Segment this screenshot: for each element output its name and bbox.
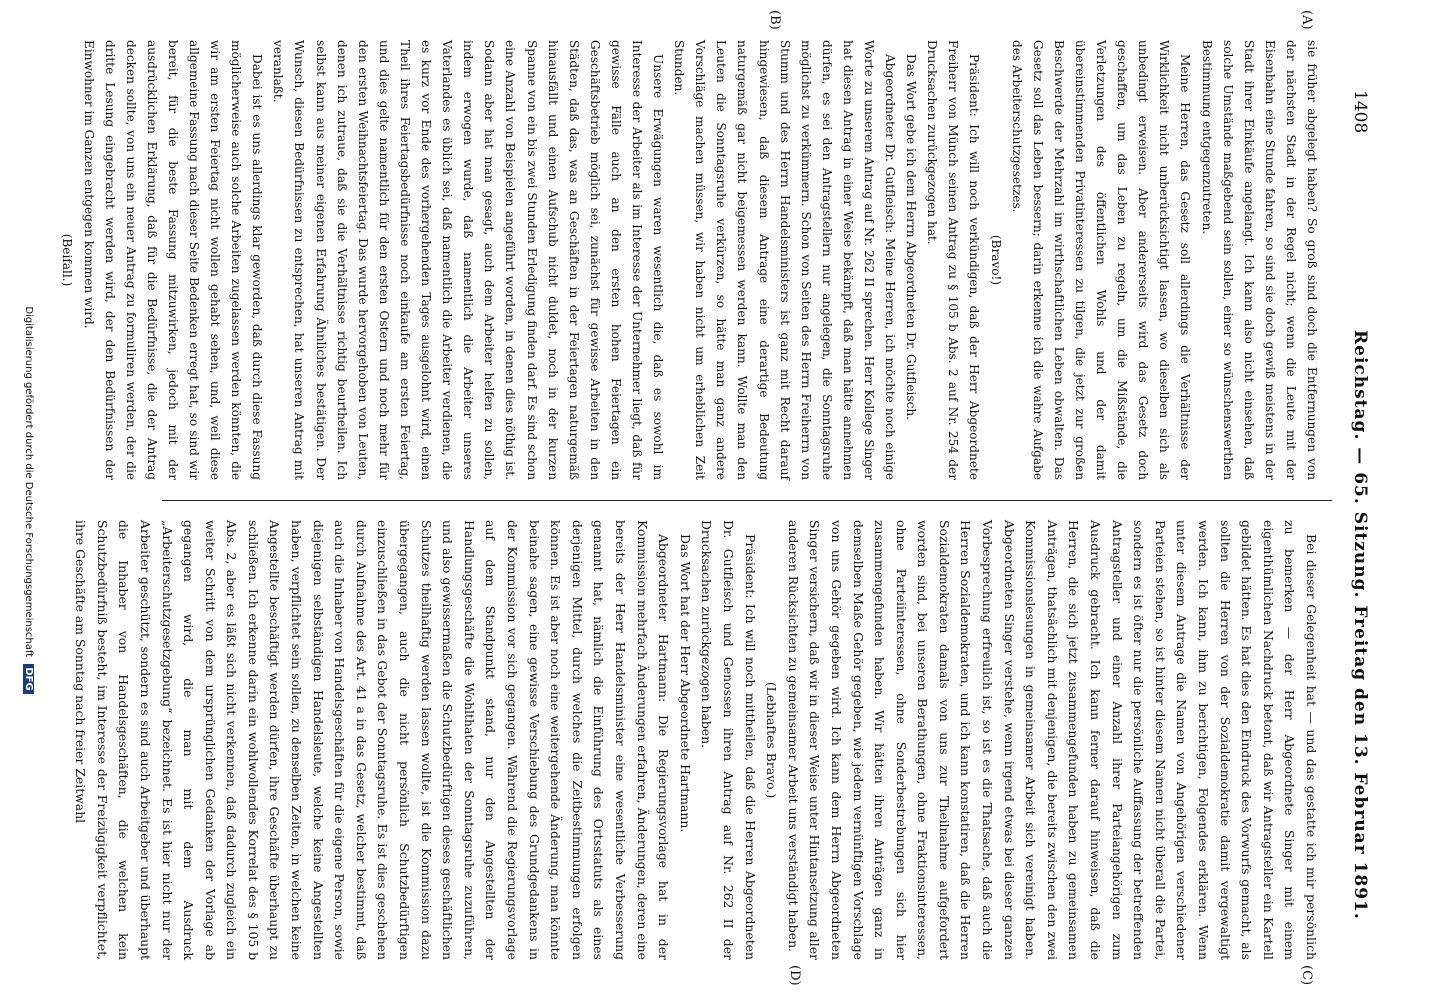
page-number: 1408 [1350, 90, 1370, 134]
paragraph: Abgeordneter Dr. Gutfleisch: Meine Herren, ich möchte noch einige Worte zu unserem Antrag auf Nr. 262 II sprechen. Herr Kollege Singer hat diesen Antrag in einer Weise bekämpft, daß man hätte annehmen dürfen, es sei den Antragstellern nur angelegen, die Sonntagsruhe möglichst zu verkümmern. Schon von Seiten des Herrn Freiherrn von Stumm und des Herrn Handelsministers ist ganz mit Recht darauf hingewiesen, daß diesem Antrage eine derartige Bedeutung naturgemäß gar nicht beigemessen werden kann. Wollte man den Leuten die Sonntagsruhe verkürzen, so hätte man ganz andere Vorschläge machen müssen, wir haben nicht um erheblichen Zeit Stunden. [672, 40, 898, 480]
paragraph: Meine Herren, das Gesetz soll allerdings die Verhältnisse der Wirklichkeit nicht unberücksichtigt lassen, wo dieselben sich als unbedingt erweisen. Aber andererseits wird das Gesetz doch geschaffen, um das Leben zu regeln, um die Mißstände, die Verletzungen des öffentlichen Wohls und der damit übereinstimmenden Privatinteressen zu tilgen, die jetzt zur großen Beschwerde der Mehrzahl im wirthschaftlichen Leben obwalten. Das Gesetz soll das Leben bessern; darin erkenne ich die wahre Aufgabe des Arbeiterschutzgesetzes. [1009, 40, 1193, 480]
footer-text: Digitalisierung gefördert durch die Deutsche Forschungsgemeinschaft [23, 306, 34, 658]
column-divider [162, 500, 1332, 501]
paragraph: Abgeordneter Hartmann: Die Regierungsvorlage hat in der Kommission mehrfach Änderungen erfahren, Änderungen, deren eine bereits der Herr Handelsminister eine wesentliche Verbesserung genannt hat, nämlich die Einführung des Ortsstatuts als eines derjenigen Mittel, durch welches die Zeitbestimmungen erfolgen können. Es ist aber noch eine weitergehende Änderung, man könnte beinahe sagen, eine gewisse Verschiebung des Grundgedankens in der Kommission vor sich gegangen. Während die Regierungsvorlage auf dem Standpunkt stand, nur den Angestellten der Handlungsgeschäfte die Wohlthaten der Sonntagsruhe zuzuführen, und also gewissermaßen die Schutzbedürftigen dieses geschäftlichen Schutzes theilhaftig werden lassen wollte, ist die Kommission dazu übergegangen, auch die nicht persönlich Schutzbedürftigen einzuschließen in das Gebot der Sonntagsruhe. Es ist dies geschehen durch Aufnahme des Art. 41 a in das Gesetz, welcher bestimmt, daß auch die Inhaber von Handelsgeschäften für die eigene Person, sowie diejenigen selbständigen Handelsleute, welche keine Angestellten haben, verpflichtet sein sollen, zu denselben Zeiten, in welchen keine Angestellte beschäftigt werden dürfen, ihre Geschäfte überhaupt zu schließen. Ich erkenne darin ein wohlwollendes Korrelat des § 105 b Abs. 2, aber es läßt sich nicht verkennen, daß dadurch zugleich ein weiter Schritt von dem ursprünglichen Gedanken der Vorlage ab gegangen wird, die man mit dem Ausdruck „Arbeiterschutzgesetzgebung“ bezeichnet. Es ist hier nicht nur der Arbeiter geschützt, sondern es sind auch Arbeitgeber und überhaupt die Inhaber von Handelsgeschäften, die welchen kein Schutzbedürfniß besteht, im Interesse der Freizügigkeit verpflichtet, ihre Geschäfte am Sonntag nach freier Zeitwahl [73, 520, 672, 960]
left-column [56, 40, 1322, 480]
paragraph: Dabei ist es uns allerdings klar geworden, daß durch diese Fassung möglicherweise auch solche Arbeiten zugelassen werden könnten, die wir am ersten Feiertag nicht wollen gehabt sehen, und, weil diese allgemeine Fassung nach dieser Seite Bedenken erregt hat, so sind wir bereit, für die beste Fassung mitzuwirken, jedoch mit der ausdrücklichen Erklärung, daß für die Bedürfnisse, die der Antrag decken sollte, von uns ein neuer Antrag zu formuliren werden, der die dritte Lesung eingebracht werden wird, der den Bedürfnissen der Einwohner im Ganzen entgegen kommen wird. [81, 40, 265, 480]
margin-mark-d: (D) [787, 965, 802, 986]
interjection: (Bravo!) [988, 234, 1003, 286]
margin-mark-a: (A) [1299, 10, 1314, 30]
interjection: (Beifall.) [60, 233, 75, 287]
dfg-logo: DFG [23, 664, 34, 693]
paragraph: sie früher abgelegt haben? So groß sind doch die Entfernungen von der nächsten Stadt in der Regel nicht; wenn die Leute mit der Eisenbahn eine Stunde fahren, so sind sie doch gewiß meistens in der Stadt ihrer Einkäufe angelangt. Ich kann also nicht einsehen, daß solche Umstände maßgebend sein sollen, einer so wünschenswerthen Bestimmung entgegenzutreten. [1199, 40, 1319, 480]
paragraph: Unsere Erwägungen waren wesentlich die, daß es sowohl im Interesse der Arbeiter als im Interesse der Unternehmer liegt, daß für gewisse Fälle auch an den ersten hohen Feiertagen ein Geschäftsbetrieb möglich sei, zunächst für gewisse Arbeiten in den Städten, daß das, was an Geschäften in der Feiertagen naturgemäß hinausfällt und einen Aufschub nicht duldet, noch in der kurzen Spanne von ein bis zwei Stunden Erledigung finden darf. Es sind schon eine Anzahl von Beispielen angeführt worden, in denen dies nöthig ist. Sodann aber hat man gesagt, auch dem Arbeiter helfen zu sollen, indem erwogen wurde, daß namentlich die Arbeiter unseres Vaterlandes es üblich sei, daß namentlich die Arbeiter verdienen, die es kurz vor Ende des vorhergehenden Tages ausgelohnt wird, einen Theil ihres Feiertagsbedürfnisse noch einkaufe am ersten Feiertag, und dies gelte namentlich für den ersten Ostern und noch mehr für den ersten Weihnachtsfeiertag. Das wurde hervorgehoben von Leuten, denen ich zutraue, daß sie die Verhältnisse richtig beurtheilen. Ich selbst kann aus meiner eigenen Erfahrung Ähnliches bestätigen. Der Wunsch, diesen Bedürfnissen zu entsprechen, hat unseren Antrag mit veranlaßt. [271, 40, 666, 480]
page-header [1342, 30, 1370, 980]
paragraph: Bei dieser Gelegenheit hat — und das gestatte ich mir persönlich zu bemerken — der Herr Abgeordnete Singer mit einem eigenthümlichen Nachdruck betont, daß wir Antragsteller ein Kartell gebildet hätten. Es hat dies den Eindruck des Vorwurfs gemacht, als sollten die Herren von der Sozialdemokratie damit vergewaltigt werden. Ich kann, ihm zu berichtigen, Folgendes erklären. Wenn unter diesem Antrage die Namen von Angehörigen verschiedener Parteien stehen, so ist hinter diesem Namen nicht überall die Partei, sondern es ist öfter nur die persönliche Auffassung der betreffenden Antragsteller und einer Anzahl ihrer Parteiangehörigen zum Ausdruck gebracht. Ich kann ferner darauf hinweisen, daß die Herren, die sich jetzt zusammengefunden haben zu gemeinsamen Anträgen, thatsächlich mit denjenigen, die bereits zwischen den zwei Kommissionslesungen in gemeinsamer Arbeit sich vereinigt haben. Abgeordneten Singer verstehe, wenn irgend etwas bei dieser ganzen Vorbesprechung erfreulich ist, so ist es die Thatsache, daß auch die Herren Sozialdemokraten, und ich kann konstatiren, daß die Herren Sozialdemokraten damals von uns zur Theilnahme aufgefordert worden sind, bei unseren Berathungen, ohne Fraktionsinteressen, ohne Parteiinteressen, ohne Sonderbestrebungen sich hier zusammengefunden haben. Wir hätten ihren Anträgen ganz in demselben Maße Gehör gegeben, wie jedem vernünftigen Vorschlage von uns Gehör gegeben wird. Ich kann dem Herrn Abgeordneten Singer versichern, daß wir in dieser Weise unter Hintansetzung aller anderen Rücksichten zu gemeinsamer Arbeit uns verständigt haben. [785, 520, 1319, 960]
right-column [70, 520, 1322, 960]
interjection: (Lebhaftes Bravo.) [764, 681, 780, 799]
margin-mark-b: (B) [767, 10, 782, 30]
page-title: Reichstag. — 65. Sitzung. Freitag den 13. Februar 1891. [1350, 330, 1370, 920]
digitization-footer [23, 0, 34, 1000]
margin-mark-c: (C) [1299, 965, 1314, 986]
paragraph: Präsident: Ich will noch mittheilen, daß die Herren Abgeordneten Dr. Gutfleisch und Genossen ihren Antrag auf Nr. 262 II der Drucksachen zurückgezogen haben. [699, 520, 758, 960]
paragraph: Das Wort hat der Herr Abgeordnete Hartmann. [677, 534, 693, 833]
paragraph: Das Wort gebe ich dem Herrn Abgeordneten Dr. Gutfleisch. [904, 54, 919, 420]
paragraph: Präsident: Ich will noch verkündigen, daß der Herr Abgeordnete Freiherr von Münch seinen Antrag zu § 105 b Abs. 2 auf Nr. 254 der Drucksachen zurückgezogen hat. [925, 40, 982, 480]
